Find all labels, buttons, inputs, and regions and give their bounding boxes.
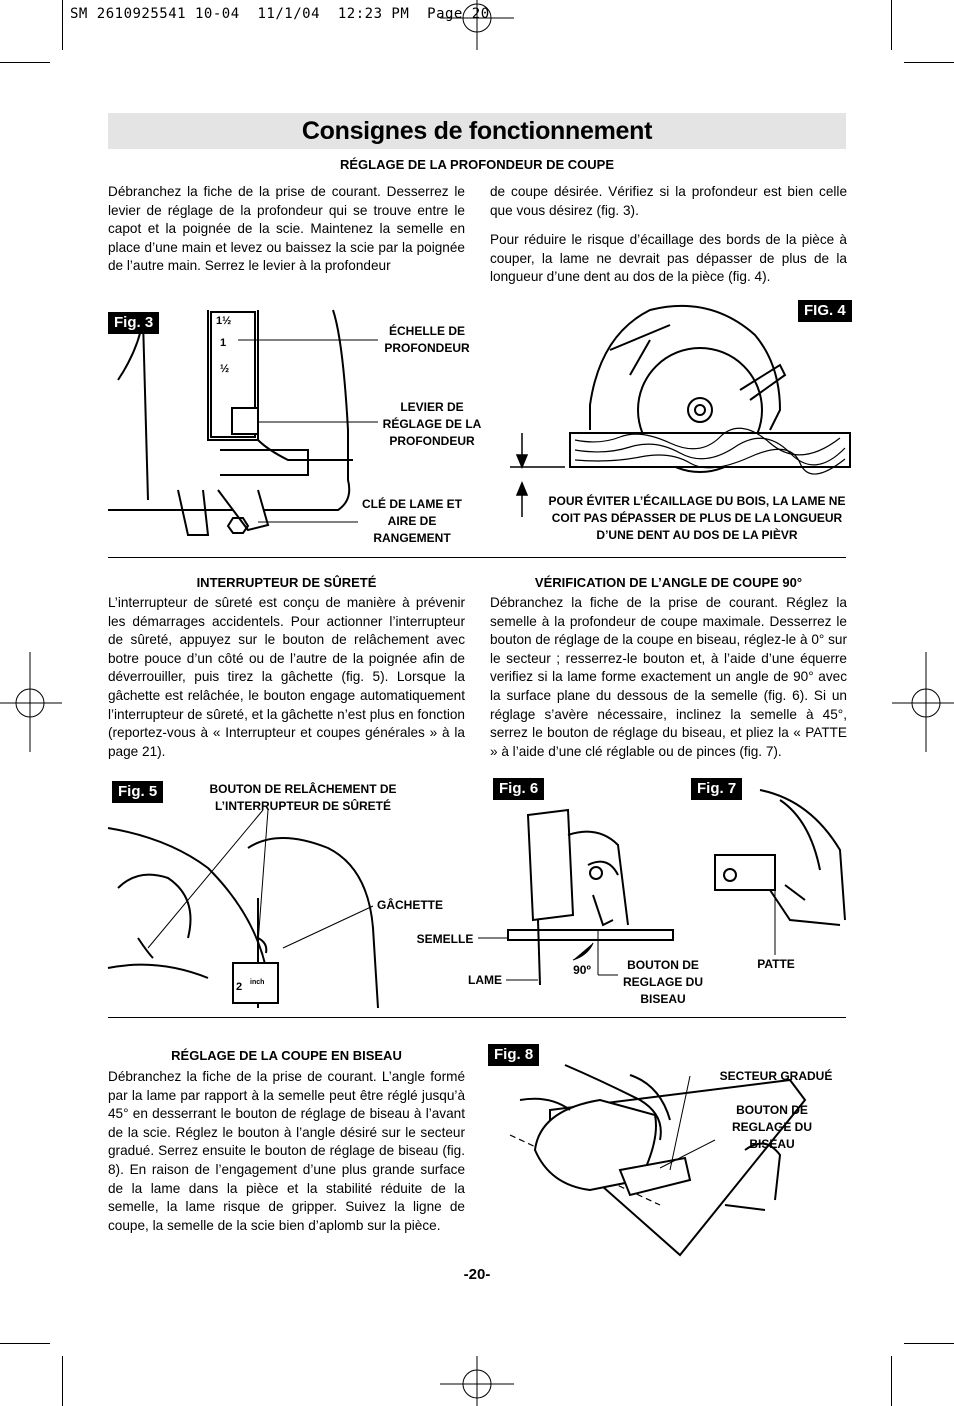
paragraph-safety: L’interrupteur de sûreté est conçu de manière à prévenir les démarrages accidentels. Pour actionner l’interrupteur de sûreté, appuyez sur le bouton de relâchement avec botre pouce d’un côté ou de l’autre de la poignée afin de déverrouiller, puis tirez la gâchette (fig. 5). Lorsque la gâchette est relâchée, le bouton engage automatiquement l’interrupteur de sûreté, et la gâchette n’est plus en fonction (reportez-vous à « Interrupteur et coupes générales » à la page 21). — [108, 595, 465, 759]
paragraph-angle: Débranchez la fiche de la prise de courant. Réglez la semelle à la profondeur de coupe maximale. Desserrez le bouton de réglage de la coupe en biseau, réglez-le à 0° sur le secteur ; resserrez-le bouton et, à l’aide d’une équerre verifiez si la lame forme exactement un angle de 90° avec la surface plane du dessous de la semelle (fig. 6). Si un réglage s’avère nécessaire, inclinez la semelle à 45°, serrez le bouton de réglage du biseau, et pliez la « PATTE » à l’aide d’une clé réglable ou de pinces (fig. 7). — [490, 595, 847, 759]
fig8-label-bevel-scale: SECTEUR GRADUÉ — [719, 1069, 833, 1083]
fig8-label-bevel-knob: BOUTON DE REGLAGE DU BISEAU — [731, 1103, 812, 1151]
fig3-illustration — [108, 300, 368, 540]
fig6-label-bevel-knob: BOUTON DE REGLAGE DU BISEAU — [622, 958, 703, 1006]
fig6-label-blade: LAME — [468, 973, 502, 987]
fig5-label-release-button: BOUTON DE RELÂCHEMENT DE L’INTERRUPTEUR DE SÛRETÉ — [209, 782, 397, 813]
fig3-scale-mark: ½ — [220, 363, 230, 375]
fig7-illustration — [710, 790, 850, 940]
paragraph-depth-3: Pour réduire le risque d’écaillage des bords de la pièce à couper, la lame ne devrait pas dépasser de plus de la longueur d’une dent au dos de la pièce (fig. 4). — [490, 232, 847, 285]
paragraph-depth-1: Débranchez la fiche de la prise de courant. Desserrez le levier de réglage de la profondeur qui se trouve entre le capot et la poignée de la scie. Maintenez la semelle en place d’une main et levez ou baissez la scie par la poignée de l’autre main. Serrez le levier à la profondeur — [108, 184, 465, 274]
print-slug: SM 2610925541 10-04 11/1/04 12:23 PM Page 20 — [70, 6, 490, 22]
fig5-illustration — [108, 808, 408, 1008]
section-heading-safety: INTERRUPTEUR DE SÛRETÉ — [196, 575, 377, 590]
fig3-tag: Fig. 3 — [108, 312, 159, 334]
fig4-caption: POUR ÉVITER L’ÉCAILLAGE DU BOIS, LA LAME NE COIT PAS DÉPASSER DE PLUS DE LA LONGUEUR D’UNE DENT AU DOS DE LA PIÈVR — [548, 494, 846, 542]
fig4-illustration — [510, 295, 850, 515]
fig3-label-depth-lever: LEVIER DE RÉGLAGE DE LA PROFONDEUR — [382, 400, 482, 448]
section-heading-depth: RÉGLAGE DE LA PROFONDEUR DE COUPE — [340, 157, 614, 172]
fig7-label-tab: PATTE — [757, 957, 795, 971]
fig3-scale-mark: 1 — [220, 337, 227, 349]
divider — [108, 1017, 846, 1018]
fig5-scale-mark: 2 — [236, 981, 243, 993]
fig6-tag: Fig. 6 — [493, 778, 544, 800]
fig7-tag: Fig. 7 — [691, 778, 742, 800]
fig3-label-blade-wrench: CLÉ DE LAME ET AIRE DE RANGEMENT — [361, 497, 462, 545]
fig8-tag: Fig. 8 — [488, 1044, 539, 1066]
section-heading-bevel: RÉGLAGE DE LA COUPE EN BISEAU — [171, 1048, 402, 1063]
paragraph-bevel: Débranchez la fiche de la prise de courant. L’angle formé par la lame par rapport à la semelle peut être réglé jusqu’à 45° en desserrant le bouton de réglage de biseau à l’avant de la scie. Réglez le bouton à l’angle désiré sur le secteur gradué. Serrez ensuite le bouton de réglage de biseau (fig. 8). En raison de l’engagement d’une plus grande surface de la lame dans la pièce et la stabilité réduite de la semelle, la lame risque de gripper. Suivez la ligne de coupe, la semelle de la scie bien d’aplomb sur la pièce. — [108, 1069, 465, 1233]
fig3-label-depth-scale: ÉCHELLE DE PROFONDEUR — [384, 324, 470, 355]
fig3-scale-mark: 1½ — [216, 315, 232, 327]
section-heading-angle: VÉRIFICATION DE L’ANGLE DE COUPE 90° — [534, 575, 803, 590]
divider — [108, 557, 846, 558]
page-number: -20- — [463, 1266, 491, 1283]
fig6-label-base-plate: SEMELLE — [416, 932, 474, 946]
fig5-scale-mark: inch — [250, 979, 265, 986]
page-title: Consignes de fonctionnement — [301, 117, 653, 145]
fig6-label-angle: 90º — [573, 963, 591, 977]
fig5-tag: Fig. 5 — [112, 781, 163, 803]
paragraph-depth-2: de coupe désirée. Vérifiez si la profondeur est bien celle que vous désirez (fig. 3). — [490, 184, 847, 218]
fig5-label-trigger: GÂCHETTE — [377, 898, 443, 912]
fig4-tag: FIG. 4 — [798, 300, 852, 322]
